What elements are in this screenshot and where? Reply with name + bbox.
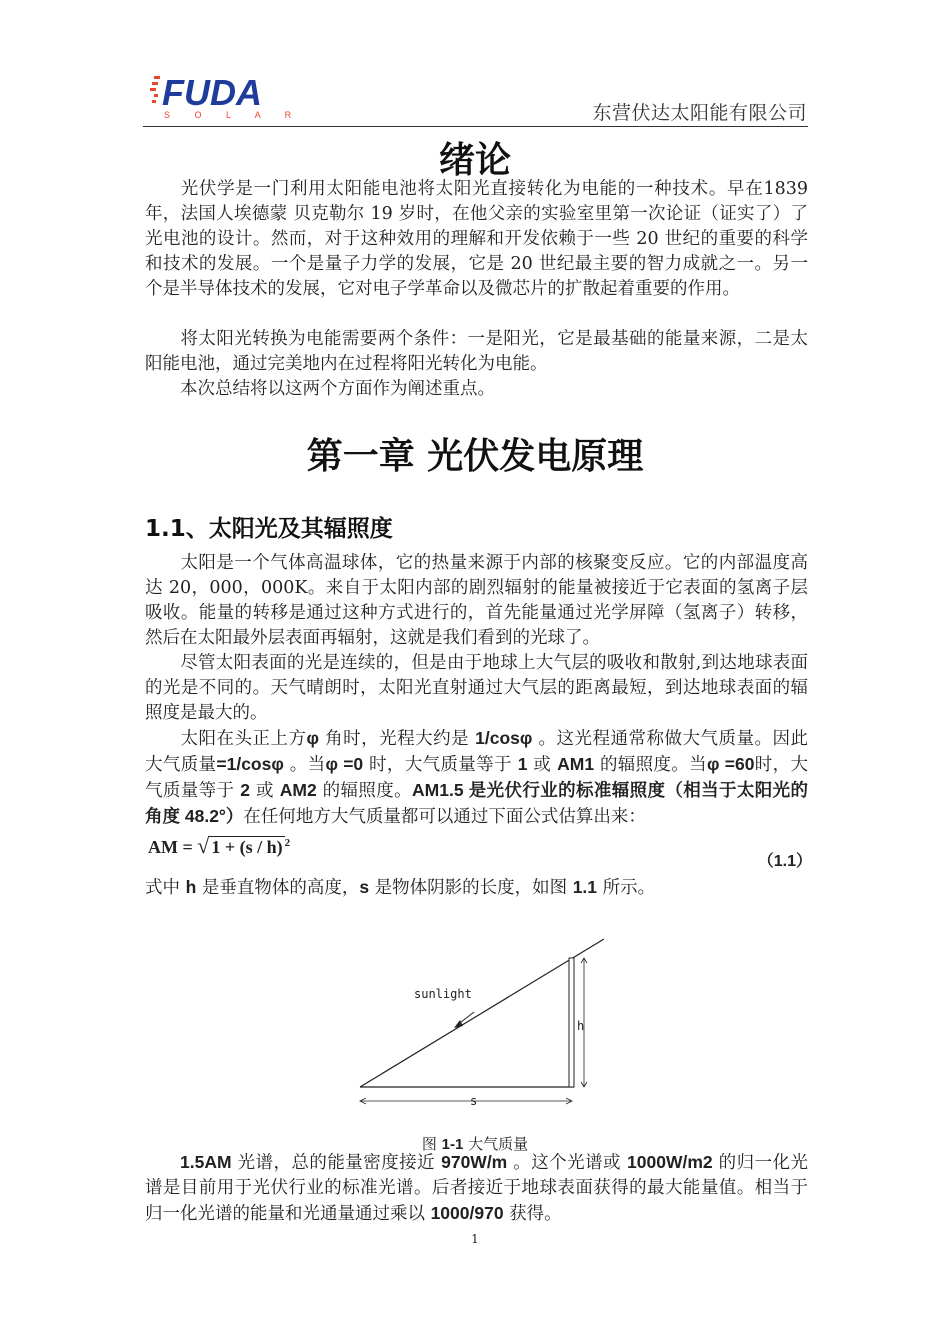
company-name: 东营伏达太阳能有限公司 (592, 102, 807, 124)
figure-caption: 图 1-1 大气质量 (421, 1135, 529, 1153)
header-rule (143, 126, 808, 127)
air-mass-figure (340, 930, 630, 1120)
fuda-solar-logo (150, 72, 310, 120)
intro-paragraph-1: 光伏学是一门利用太阳能电池将太阳光直接转化为电能的一种技术。早在1839年，法国人埃德蒙 贝克勒尔 19 岁时，在他父亲的实验室里第一次论证（证实了）了光电池的设计。然而，对于这种效用的理解和开发依赖于一些 20 世纪的重要的科学和技术的发展。一个是量子力学的发展，它是 20 世纪最主要的智力成就之一。另一个是半导体技术的发展，它对电子学革命以及微芯片的扩散起着重要的作用。 (145, 179, 808, 299)
h-label: h (577, 1019, 585, 1033)
chapter-paragraph-3: 太阳在头正上方φ 角时，光程大约是 1/cosφ 。这光程通常称做大气质量。因此大气质量=1/cosφ 。当φ =0 时，大气质量等于 1 或 AM1 的辐照度。当φ =60时，大气质量等于 2 或 AM2 的辐照度。AM1.5 是光伏行业的标准辐照度（相当于太阳光的角度 48.2°）在任何地方大气质量都可以通过下面公式估算出来： (145, 728, 808, 827)
chapter-title: 第一章 光伏发电原理 (306, 435, 644, 477)
page-number: 1 (471, 1232, 479, 1246)
chapter-paragraph-4: 式中 h 是垂直物体的高度，s 是物体阴影的长度，如图 1.1 所示。 (145, 877, 656, 898)
logo-stripes (150, 76, 160, 103)
sunlight-label: sunlight (414, 987, 472, 1001)
chapter-paragraph-2: 尽管太阳表面的光是连续的，但是由于地球上大气层的吸收和散射,到达地球表面的光是不同的。天气晴朗时，太阳光直射通过大气层的距离最短，到达地球表面的辐照度是最大的。 (145, 653, 808, 723)
intro-paragraph-3: 本次总结将以这两个方面作为阐述重点。 (180, 379, 495, 399)
logo-subtext: S O L A R (164, 110, 303, 120)
intro-title: 绪论 (438, 139, 511, 181)
equation-number: （1.1） (757, 853, 812, 870)
s-label: s (470, 1094, 478, 1108)
chapter-paragraph-5: 1.5AM 光谱，总的能量密度接近 970W/m 。这个光谱或 1000W/m2 的归一化光谱是目前用于光伏行业的标准光谱。后者接近于地球表面获得的最大能量值。相当于归一化光谱的能量和光通量通过乘以 1000/970 获得。 (145, 1152, 808, 1224)
vertical-object (569, 958, 574, 1087)
am-equation: AM = √ 1 + (s / h) $^2$ (148, 833, 291, 858)
chapter-paragraph-1: 太阳是一个气体高温球体，它的热量来源于内部的核聚变反应。它的内部温度高达 20，000，000K。来自于太阳内部的剧烈辐射的能量被接近于它表面的氢离子层吸收。能量的转移是通过这种方式进行的，首先能量通过光学屏障（氢离子）转移，然后在太阳最外层表面再辐射，这就是我们看到的光球了。 (145, 553, 808, 648)
intro-paragraph-2: 将太阳光转换为电能需要两个条件：一是阳光，它是最基础的能量来源，二是太阳能电池，通过完美地内在过程将阳光转化为电能。 (145, 329, 808, 374)
section-heading: 1.1、太阳光及其辐照度 (145, 516, 393, 542)
sunlight-ray (360, 939, 604, 1087)
logo-text: FUDA (162, 72, 262, 113)
